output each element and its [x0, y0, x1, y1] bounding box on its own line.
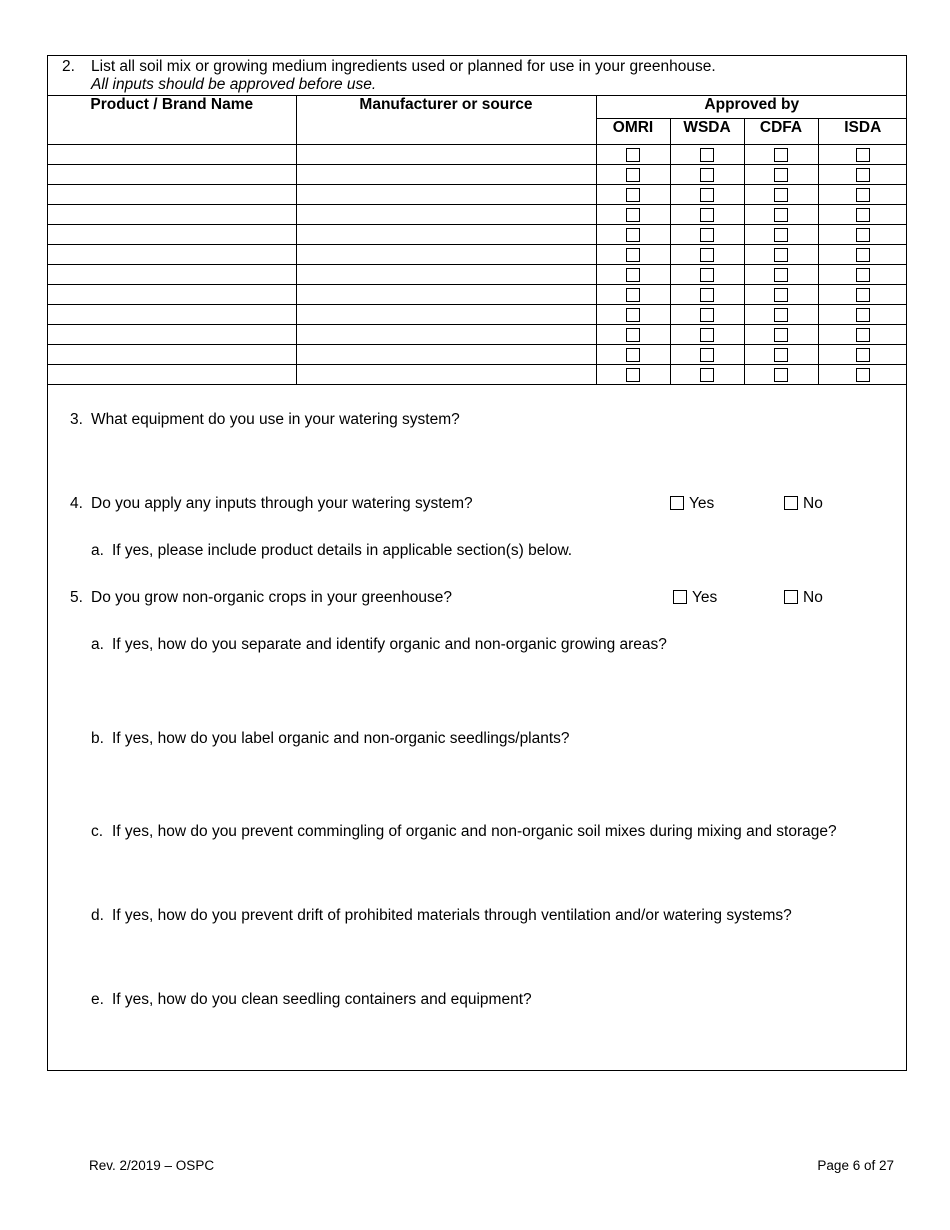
cdfa-checkbox[interactable]	[774, 148, 788, 162]
question-5e-text: If yes, how do you clean seedling containers and equipment?	[112, 991, 532, 1008]
approval-cell-wsda	[670, 265, 744, 285]
approval-cell-isda	[818, 225, 907, 245]
question-5-text: Do you grow non-organic crops in your greenhouse?	[91, 589, 453, 606]
table-row	[48, 325, 907, 345]
manufacturer-cell[interactable]	[296, 325, 596, 345]
omri-checkbox[interactable]	[626, 148, 640, 162]
manufacturer-cell[interactable]	[296, 285, 596, 305]
isda-checkbox[interactable]	[856, 148, 870, 162]
approval-cell-omri	[596, 245, 670, 265]
question-5-yes-label: Yes	[692, 589, 718, 606]
question-5b-text: If yes, how do you label organic and non-organic seedlings/plants?	[112, 730, 570, 747]
question-5c-text: If yes, how do you prevent commingling of organic and non-organic soil mixes during mixing and storage?	[112, 823, 837, 840]
cdfa-checkbox[interactable]	[774, 168, 788, 182]
approval-cell-cdfa	[744, 345, 818, 365]
question-2-text: List all soil mix or growing medium ingredients used or planned for use in your greenhouse.	[91, 58, 716, 75]
question-3-text: What equipment do you use in your watering system?	[91, 411, 460, 428]
cdfa-checkbox[interactable]	[774, 188, 788, 202]
approval-cell-wsda	[670, 325, 744, 345]
omri-checkbox[interactable]	[626, 228, 640, 242]
product-name-cell[interactable]	[48, 165, 296, 185]
approval-cell-cdfa	[744, 365, 818, 385]
approval-cell-omri	[596, 345, 670, 365]
approval-cell-wsda	[670, 145, 744, 165]
cdfa-checkbox[interactable]	[774, 288, 788, 302]
wsda-checkbox[interactable]	[700, 208, 714, 222]
question-4-no-label: No	[803, 495, 823, 512]
isda-checkbox[interactable]	[856, 168, 870, 182]
isda-checkbox[interactable]	[856, 308, 870, 322]
question-4a-text: If yes, please include product details in applicable section(s) below.	[112, 542, 573, 559]
question-2-note: All inputs should be approved before use.	[91, 76, 377, 93]
isda-checkbox[interactable]	[856, 248, 870, 262]
omri-checkbox[interactable]	[626, 248, 640, 262]
approval-cell-wsda	[670, 245, 744, 265]
table-row	[48, 365, 907, 385]
table-row	[48, 165, 907, 185]
isda-checkbox[interactable]	[856, 228, 870, 242]
table-row	[48, 145, 907, 165]
approval-cell-wsda	[670, 225, 744, 245]
approval-cell-isda	[818, 165, 907, 185]
manufacturer-cell[interactable]	[296, 145, 596, 165]
approval-cell-cdfa	[744, 325, 818, 345]
approval-cell-cdfa	[744, 225, 818, 245]
cdfa-checkbox[interactable]	[774, 228, 788, 242]
cdfa-checkbox[interactable]	[774, 268, 788, 282]
question-5d-label: d.	[91, 907, 104, 924]
approval-cell-isda	[818, 145, 907, 165]
cdfa-checkbox[interactable]	[774, 368, 788, 382]
omri-checkbox[interactable]	[626, 288, 640, 302]
omri-checkbox[interactable]	[626, 188, 640, 202]
col-product-header: Product / Brand Name	[48, 96, 296, 145]
cdfa-checkbox[interactable]	[774, 248, 788, 262]
question-2-header	[48, 56, 906, 96]
table-row	[48, 305, 907, 325]
isda-checkbox[interactable]	[856, 328, 870, 342]
product-name-cell[interactable]	[48, 245, 296, 265]
approval-cell-cdfa	[744, 145, 818, 165]
question-5c-label: c.	[91, 823, 104, 840]
manufacturer-cell[interactable]	[296, 305, 596, 325]
approval-cell-wsda	[670, 365, 744, 385]
isda-checkbox[interactable]	[856, 288, 870, 302]
question-5a-label: a.	[91, 636, 104, 653]
wsda-checkbox[interactable]	[700, 348, 714, 362]
approval-cell-cdfa	[744, 185, 818, 205]
col-manufacturer-header: Manufacturer or source	[296, 96, 596, 145]
approval-cell-omri	[596, 265, 670, 285]
table-row	[48, 185, 907, 205]
question-2-number: 2.	[62, 58, 75, 75]
approval-cell-omri	[596, 285, 670, 305]
question-5-no-label: No	[803, 589, 823, 606]
approval-cell-wsda	[670, 205, 744, 225]
product-name-cell[interactable]	[48, 365, 296, 385]
question-5-no-checkbox[interactable]	[784, 590, 798, 604]
wsda-checkbox[interactable]	[700, 288, 714, 302]
approval-cell-isda	[818, 325, 907, 345]
omri-checkbox[interactable]	[626, 348, 640, 362]
question-4-no-checkbox[interactable]	[784, 496, 798, 510]
cdfa-checkbox[interactable]	[774, 328, 788, 342]
col-omri-header: OMRI	[596, 119, 670, 145]
approval-cell-wsda	[670, 165, 744, 185]
cdfa-checkbox[interactable]	[774, 308, 788, 322]
wsda-checkbox[interactable]	[700, 148, 714, 162]
table-row	[48, 205, 907, 225]
table-row	[48, 265, 907, 285]
approval-cell-omri	[596, 185, 670, 205]
omri-checkbox[interactable]	[626, 328, 640, 342]
product-name-cell[interactable]	[48, 185, 296, 205]
question-5-yes-checkbox[interactable]	[673, 590, 687, 604]
product-name-cell[interactable]	[48, 265, 296, 285]
manufacturer-cell[interactable]	[296, 345, 596, 365]
approval-cell-wsda	[670, 185, 744, 205]
approval-cell-wsda	[670, 345, 744, 365]
question-4a-label: a.	[91, 542, 104, 559]
isda-checkbox[interactable]	[856, 348, 870, 362]
approval-cell-isda	[818, 285, 907, 305]
question-5a-text: If yes, how do you separate and identify organic and non-organic growing areas?	[112, 636, 667, 653]
product-name-cell[interactable]	[48, 325, 296, 345]
approval-cell-isda	[818, 305, 907, 325]
wsda-checkbox[interactable]	[700, 168, 714, 182]
wsda-checkbox[interactable]	[700, 328, 714, 342]
approval-cell-cdfa	[744, 305, 818, 325]
table-row	[48, 225, 907, 245]
approval-cell-isda	[818, 205, 907, 225]
product-name-cell[interactable]	[48, 225, 296, 245]
col-cdfa-header: CDFA	[744, 119, 818, 145]
omri-checkbox[interactable]	[626, 308, 640, 322]
approval-cell-omri	[596, 205, 670, 225]
approval-cell-omri	[596, 225, 670, 245]
question-3-number: 3.	[70, 411, 83, 428]
product-name-cell[interactable]	[48, 145, 296, 165]
approval-cell-cdfa	[744, 265, 818, 285]
wsda-checkbox[interactable]	[700, 368, 714, 382]
omri-checkbox[interactable]	[626, 268, 640, 282]
cdfa-checkbox[interactable]	[774, 348, 788, 362]
approval-cell-isda	[818, 245, 907, 265]
approval-cell-omri	[596, 365, 670, 385]
col-wsda-header: WSDA	[670, 119, 744, 145]
approval-cell-isda	[818, 185, 907, 205]
manufacturer-cell[interactable]	[296, 205, 596, 225]
wsda-checkbox[interactable]	[700, 248, 714, 262]
approval-cell-cdfa	[744, 165, 818, 185]
approval-cell-omri	[596, 305, 670, 325]
question-5-yes-option[interactable]	[673, 589, 717, 607]
col-approved-by-header: Approved by	[596, 96, 907, 119]
footer-revision: Rev. 2/2019 – OSPC	[89, 1158, 215, 1173]
ingredients-table	[48, 95, 907, 385]
wsda-checkbox[interactable]	[700, 308, 714, 322]
table-row	[48, 245, 907, 265]
isda-checkbox[interactable]	[856, 208, 870, 222]
approval-cell-wsda	[670, 285, 744, 305]
approval-cell-cdfa	[744, 285, 818, 305]
isda-checkbox[interactable]	[856, 188, 870, 202]
manufacturer-cell[interactable]	[296, 185, 596, 205]
approval-cell-wsda	[670, 305, 744, 325]
question-5e-label: e.	[91, 991, 104, 1008]
approval-cell-isda	[818, 265, 907, 285]
question-4-no-option[interactable]	[784, 495, 823, 513]
question-5b-label: b.	[91, 730, 104, 747]
form-section	[47, 55, 907, 1071]
approval-cell-cdfa	[744, 245, 818, 265]
col-isda-header: ISDA	[818, 119, 907, 145]
cdfa-checkbox[interactable]	[774, 208, 788, 222]
question-5-no-option[interactable]	[784, 589, 823, 607]
manufacturer-cell[interactable]	[296, 165, 596, 185]
manufacturer-cell[interactable]	[296, 365, 596, 385]
approval-cell-cdfa	[744, 205, 818, 225]
product-name-cell[interactable]	[48, 345, 296, 365]
product-name-cell[interactable]	[48, 305, 296, 325]
ingredients-table-body	[48, 145, 907, 385]
wsda-checkbox[interactable]	[700, 228, 714, 242]
manufacturer-cell[interactable]	[296, 245, 596, 265]
table-row	[48, 285, 907, 305]
question-4-text: Do you apply any inputs through your watering system?	[91, 495, 473, 512]
question-4-yes-checkbox[interactable]	[670, 496, 684, 510]
question-5-number: 5.	[70, 589, 83, 606]
approval-cell-omri	[596, 325, 670, 345]
question-4-yes-label: Yes	[689, 495, 715, 512]
question-4-number: 4.	[70, 495, 83, 512]
manufacturer-cell[interactable]	[296, 225, 596, 245]
question-5d-text: If yes, how do you prevent drift of prohibited materials through ventilation and/or watering systems?	[112, 907, 792, 924]
isda-checkbox[interactable]	[856, 368, 870, 382]
omri-checkbox[interactable]	[626, 168, 640, 182]
product-name-cell[interactable]	[48, 205, 296, 225]
omri-checkbox[interactable]	[626, 208, 640, 222]
approval-cell-omri	[596, 165, 670, 185]
approval-cell-omri	[596, 145, 670, 165]
table-row	[48, 345, 907, 365]
wsda-checkbox[interactable]	[700, 188, 714, 202]
isda-checkbox[interactable]	[856, 268, 870, 282]
footer-page-number: Page 6 of 27	[817, 1158, 894, 1173]
approval-cell-isda	[818, 345, 907, 365]
product-name-cell[interactable]	[48, 285, 296, 305]
wsda-checkbox[interactable]	[700, 268, 714, 282]
omri-checkbox[interactable]	[626, 368, 640, 382]
question-4-yes-option[interactable]	[670, 495, 714, 513]
approval-cell-isda	[818, 365, 907, 385]
manufacturer-cell[interactable]	[296, 265, 596, 285]
